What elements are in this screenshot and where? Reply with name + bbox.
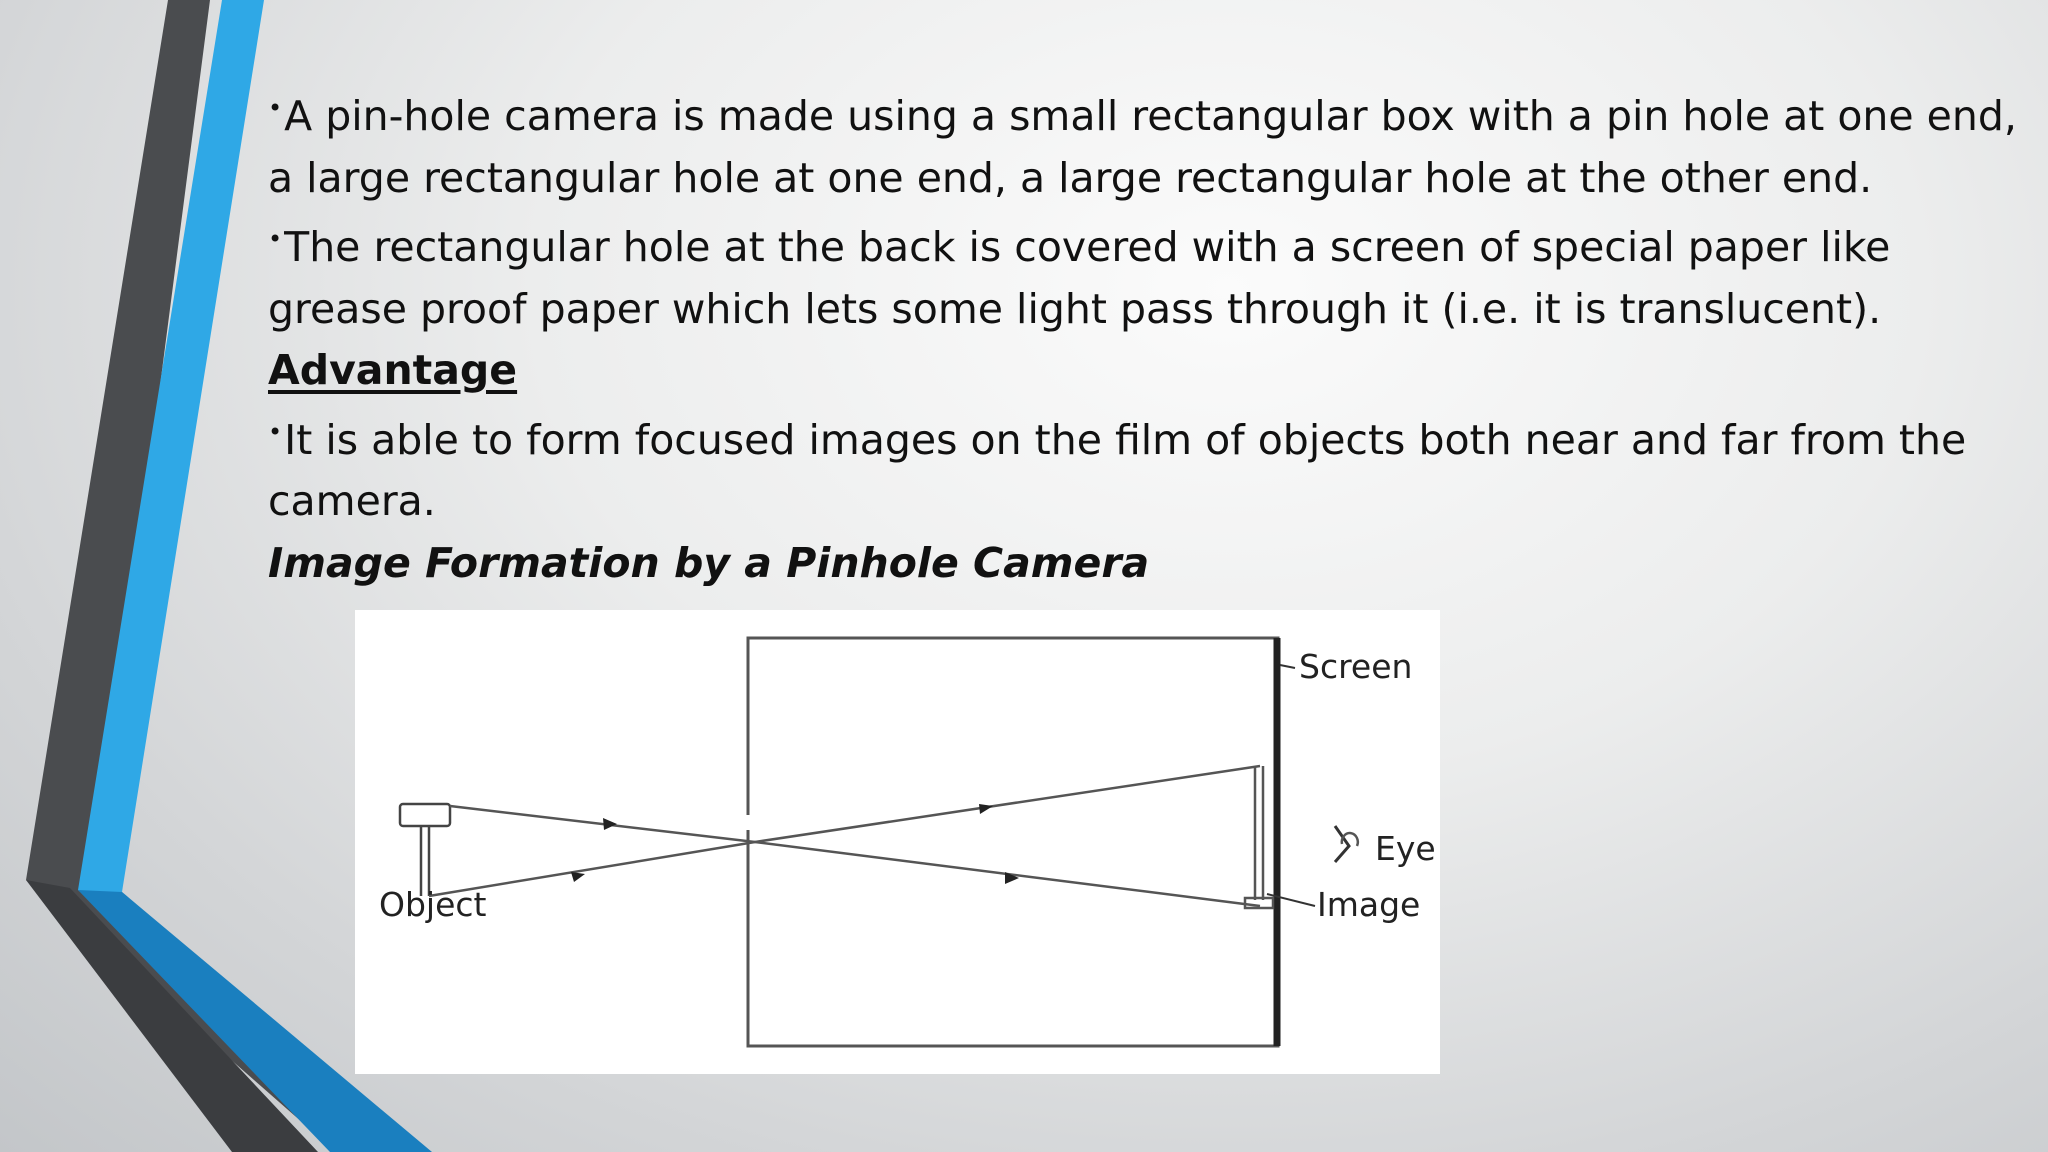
ray-top bbox=[450, 806, 755, 842]
label-eye: Eye bbox=[1375, 829, 1436, 868]
bullet-icon: • bbox=[268, 417, 283, 446]
ray-arrow-1 bbox=[603, 818, 617, 830]
pinhole-camera-diagram bbox=[355, 610, 1440, 1074]
paragraph-text: It is able to form focused images on the film of objects both near and far from the camera. bbox=[268, 415, 1967, 525]
bullet-paragraph-2 bbox=[268, 209, 2028, 340]
ray-bottom-cont bbox=[755, 766, 1260, 842]
slide-body bbox=[268, 78, 2028, 594]
ray-arrow-2 bbox=[571, 872, 585, 882]
bullet-paragraph-1 bbox=[268, 78, 2028, 209]
object-top bbox=[400, 804, 450, 826]
advantage-item-1 bbox=[268, 402, 2028, 533]
label-screen: Screen bbox=[1299, 647, 1413, 686]
camera-box bbox=[748, 638, 1278, 1046]
bullet-icon: • bbox=[268, 225, 283, 253]
label-image: Image bbox=[1317, 885, 1421, 924]
paragraph-text: A pin-hole camera is made using a small rectangular box with a pin hole at one end, a large rectangular hole at one end, a large rectangular hole at the other end. bbox=[268, 92, 2017, 202]
eye-icon bbox=[1335, 826, 1358, 862]
diagram-svg bbox=[355, 610, 1440, 1074]
label-object: Object bbox=[379, 885, 487, 924]
paragraph-text: The rectangular hole at the back is covered with a screen of special paper like grease proof paper which lets some light pass through it (i.e. it is translucent). bbox=[268, 223, 1891, 333]
bullet-icon: • bbox=[268, 94, 283, 122]
screen-leader bbox=[1280, 665, 1295, 668]
advantage-heading: Advantage bbox=[268, 346, 518, 394]
decor-dark-wedge bbox=[26, 880, 318, 1152]
figure-caption: Image Formation by a Pinhole Camera bbox=[268, 538, 1150, 587]
